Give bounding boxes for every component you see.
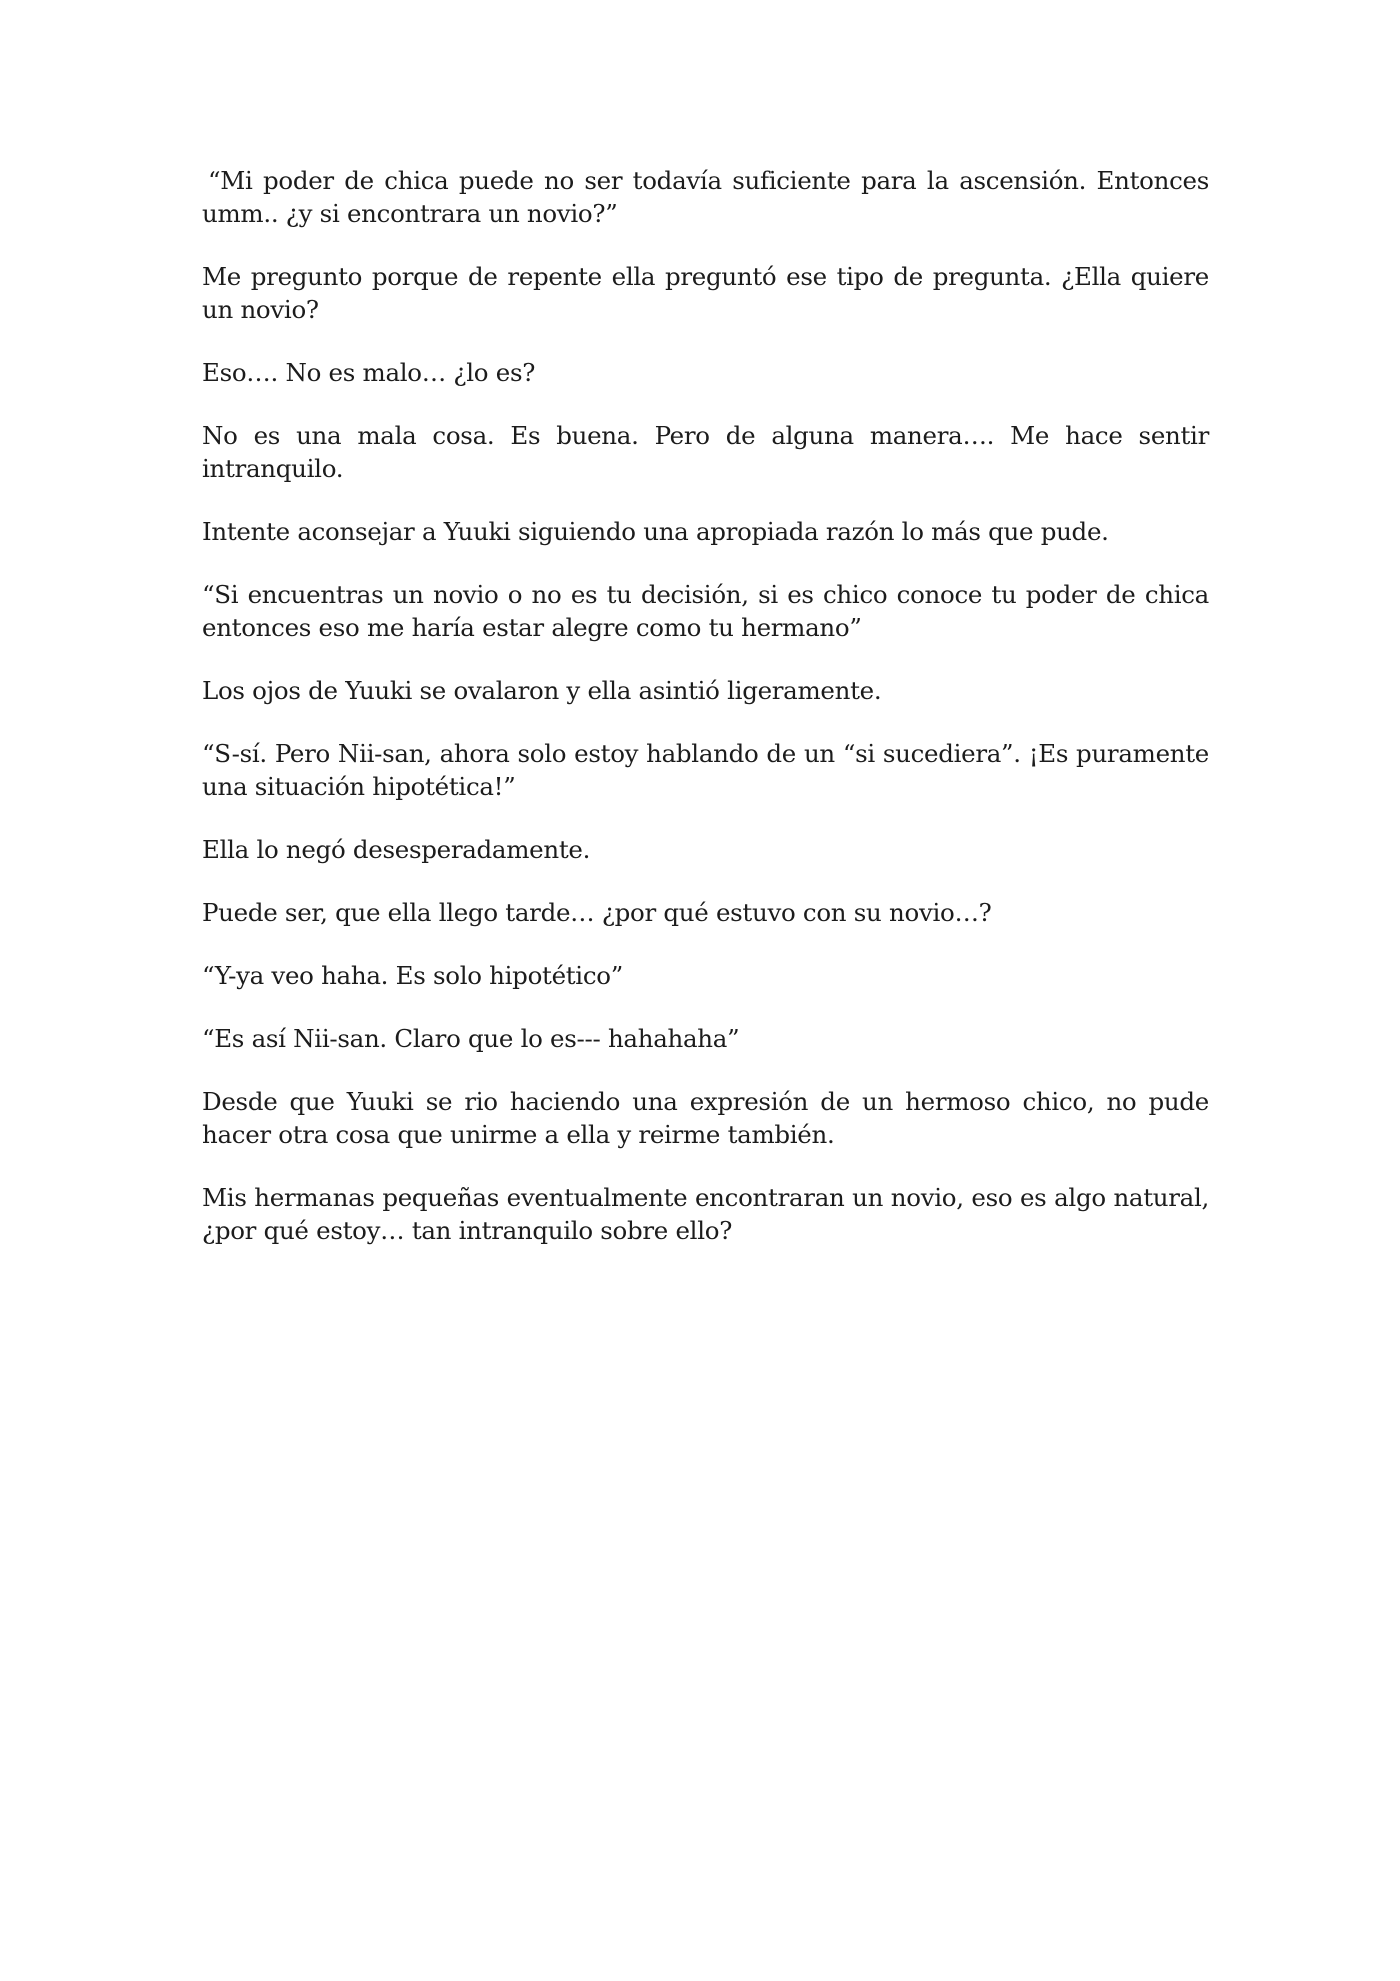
paragraph-9: Ella lo negó desesperadamente. — [202, 835, 591, 864]
paragraph-1: “Mi poder de chica puede no ser todavía suficiente para la ascensión. Entonces umm.. ¿y si encontrara un novio?” — [202, 166, 1209, 228]
paragraph-4: No es una mala cosa. Es buena. Pero de alguna manera…. Me hace sentir intranquilo. — [202, 421, 1209, 483]
document-body — [202, 164, 1209, 1277]
paragraph-10: Puede ser, que ella llego tarde… ¿por qué estuvo con su novio…? — [202, 898, 992, 927]
paragraph-5: Intente aconsejar a Yuuki siguiendo una apropiada razón lo más que pude. — [202, 517, 1109, 546]
paragraph-2: Me pregunto porque de repente ella preguntó ese tipo de pregunta. ¿Ella quiere un novio? — [202, 262, 1209, 324]
paragraph-6: “Si encuentras un novio o no es tu decisión, si es chico conoce tu poder de chica entonces eso me haría estar alegre como tu hermano” — [202, 580, 1209, 642]
paragraph-7: Los ojos de Yuuki se ovalaron y ella asintió ligeramente. — [202, 676, 882, 705]
paragraph-12: “Es así Nii-san. Claro que lo es--- hahahaha” — [202, 1024, 740, 1053]
paragraph-3: Eso…. No es malo… ¿lo es? — [202, 358, 536, 387]
paragraph-14: Mis hermanas pequeñas eventualmente encontraran un novio, eso es algo natural, ¿por qué estoy… tan intranquilo sobre ello? — [202, 1183, 1209, 1245]
paragraph-13: Desde que Yuuki se rio haciendo una expresión de un hermoso chico, no pude hacer otra cosa que unirme a ella y reirme también. — [202, 1087, 1209, 1149]
paragraph-8: “S-sí. Pero Nii-san, ahora solo estoy hablando de un “si sucediera”. ¡Es puramente una situación hipotética!” — [202, 739, 1209, 801]
paragraph-11: “Y-ya veo haha. Es solo hipotético” — [202, 961, 623, 990]
